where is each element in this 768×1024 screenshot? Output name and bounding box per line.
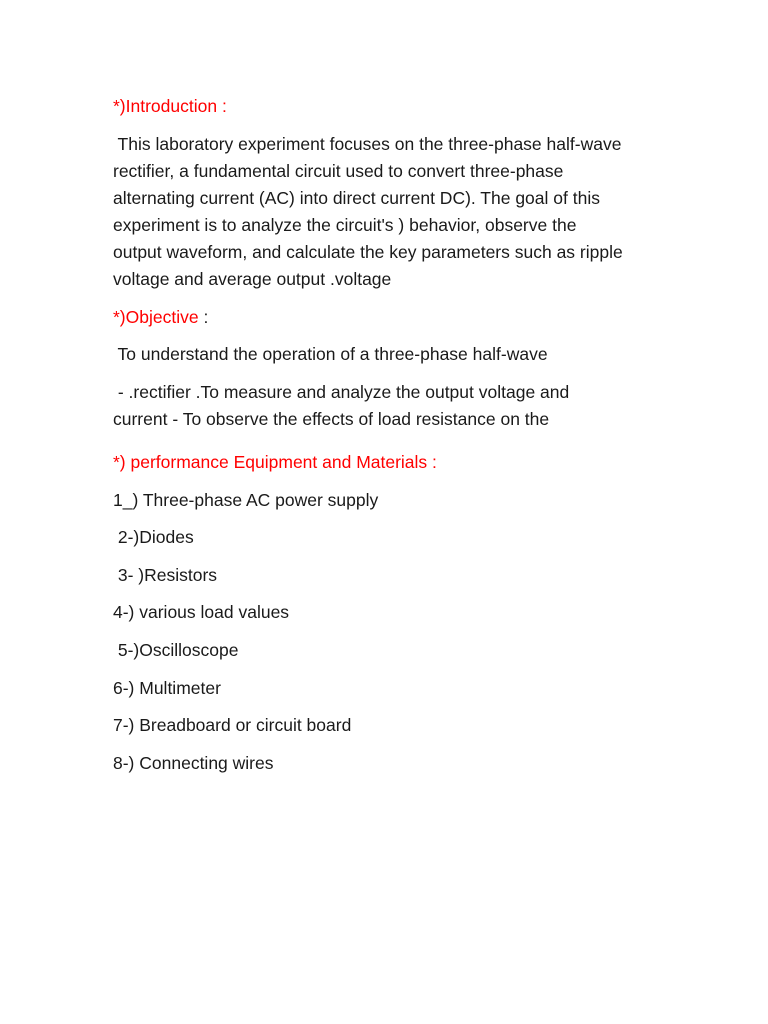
- introduction-line-5: output waveform, and calculate the key parameters such as ripple: [113, 242, 623, 262]
- equipment-item-7: 7-) Breadboard or circuit board: [113, 715, 352, 735]
- equipment-item-1: 1_) Three-phase AC power supply: [113, 490, 379, 510]
- introduction-line-3: alternating current (AC) into direct current DC). The goal of this: [113, 188, 600, 208]
- introduction-line-1: This laboratory experiment focuses on the three-phase half-wave: [113, 134, 622, 154]
- objective-heading-colon: :: [198, 307, 209, 327]
- objective-heading: *)Objective: [113, 307, 199, 327]
- equipment-item-8: 8-) Connecting wires: [113, 753, 274, 773]
- equipment-item-5: 5-)Oscilloscope: [113, 640, 239, 660]
- objective-line-2: - .rectifier .To measure and analyze the output voltage and: [113, 382, 570, 402]
- equipment-heading: *) performance Equipment and Materials :: [113, 452, 437, 472]
- equipment-item-6: 6-) Multimeter: [113, 678, 221, 698]
- equipment-item-2: 2-)Diodes: [113, 527, 194, 547]
- introduction-line-6: voltage and average output .voltage: [113, 269, 392, 289]
- equipment-item-4: 4-) various load values: [113, 602, 290, 622]
- introduction-line-2: rectifier, a fundamental circuit used to convert three-phase: [113, 161, 564, 181]
- equipment-item-3: 3- )Resistors: [113, 565, 218, 585]
- objective-line-3: current - To observe the effects of load resistance on the: [113, 409, 550, 429]
- introduction-heading: *)Introduction :: [113, 96, 227, 116]
- introduction-line-4: experiment is to analyze the circuit's ) behavior, observe the: [113, 215, 577, 235]
- objective-heading-row: [113, 304, 208, 331]
- objective-line-1: To understand the operation of a three-phase half-wave: [113, 344, 548, 364]
